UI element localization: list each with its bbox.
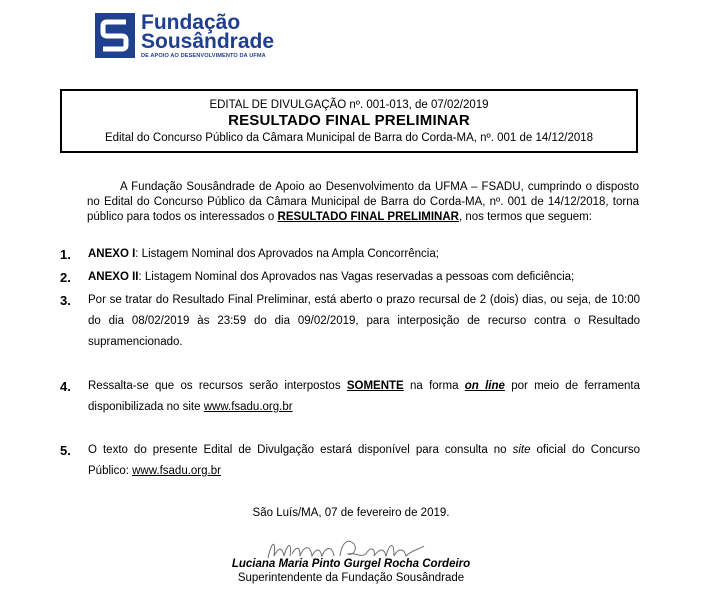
list-item-4 [60, 376, 640, 420]
document-subtitle: Edital do Concurso Público da Câmara Municipal de Barra do Corda-MA, nº. 001 de 14/12/2018 [104, 132, 594, 144]
item-text [88, 376, 640, 418]
italic-site: site [512, 444, 531, 456]
intro-paragraph [87, 180, 639, 225]
list-item-3 [60, 290, 640, 356]
brand-name [141, 13, 274, 51]
list-item-2 [60, 267, 640, 288]
fundacao-logo [95, 13, 305, 61]
place-date: São Luís/MA, 07 de fevereiro de 2019. [252, 507, 450, 519]
item-text-part: por meio de ferramenta disponibilizada no site [88, 380, 640, 413]
intro-highlight: RESULTADO FINAL PRELIMINAR [277, 211, 459, 223]
item-number: 3. [60, 293, 71, 308]
list-item-5 [60, 440, 640, 484]
website-link[interactable]: www.fsadu.org.br [132, 465, 221, 477]
item-description: : Listagem Nominal dos Aprovados nas Vagas reservadas a pessoas com deficiência; [138, 271, 575, 283]
website-link[interactable]: www.fsadu.org.br [203, 401, 293, 413]
intro-text-after: , nos termos que seguem: [458, 211, 592, 223]
item-text-part: na forma [403, 380, 465, 392]
list-item-1 [60, 244, 640, 265]
item-text [88, 440, 640, 482]
item-text [88, 267, 640, 288]
signer-role: Superintendente da Fundação Sousândrade [237, 572, 465, 584]
item-number: 5. [60, 443, 71, 458]
signer-name: Luciana Maria Pinto Gurgel Rocha Cordeiro [231, 558, 471, 570]
brand-name-line2: Sousândrade [141, 30, 275, 53]
intro-text-before: A Fundação Sousândrade de Apoio ao Desenvolvimento da UFMA – FSADU, cumprindo o disposto no Edital do Concurso Público da Câmara Municipal de Barra do Corda-MA, nº. 001 de 14/12/2018, torna público para todos os interessados o [87, 181, 639, 223]
fundacao-logo-icon [95, 13, 135, 58]
emphasis-on-line: on line [464, 380, 505, 392]
item-number: 4. [60, 379, 71, 394]
brand-name-line1: Fundação [141, 11, 241, 34]
item-number: 2. [60, 270, 71, 285]
item-number: 1. [60, 247, 71, 262]
emphasis-somente: SOMENTE [346, 380, 404, 392]
item-description: : Listagem Nominal dos Aprovados na Ampla Concorrência; [135, 248, 439, 260]
header-box [60, 89, 638, 153]
item-text-part: O texto do presente Edital de Divulgação estará disponível para consulta no [88, 444, 513, 456]
edital-number: EDITAL DE DIVULGAÇÃO nº. 001-013, de 07/02/2019 [209, 99, 489, 111]
annex-label: ANEXO I [88, 248, 136, 260]
item-text-part: oficial do Concurso Público: [88, 444, 640, 477]
brand-tagline: DE APOIO AO DESENVOLVIMENTO DA UFMA [141, 53, 266, 59]
document-title: RESULTADO FINAL PRELIMINAR [228, 112, 470, 129]
item-text: Por se tratar do Resultado Final Preliminar, está aberto o prazo recursal de 2 (dois) dias, ou seja, de 10:00 do dia 08/02/2019 às 23:59 do dia 09/02/2019, para interposição de recurso contra o Resultado supramencionado. [88, 294, 640, 348]
item-text-part: Ressalta-se que os recursos serão interpostos [88, 380, 347, 392]
annex-label: ANEXO II [88, 271, 139, 283]
item-text [88, 244, 640, 265]
